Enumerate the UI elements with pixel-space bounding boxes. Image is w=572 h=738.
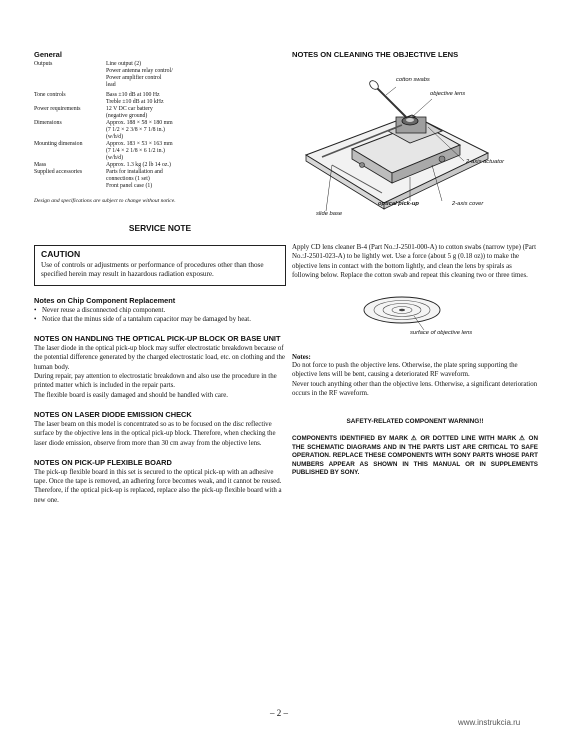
spec-value: Approx. 183 × 53 × 163 mm (7 1/4 × 2 1/8 × 6 1/2 in.) (w/h/d)	[106, 141, 173, 161]
site-watermark[interactable]: www.instrukcia.ru	[458, 718, 521, 727]
caution-title: CAUTION	[41, 249, 81, 259]
spec-change-note: Design and specifications are subject to change without notice.	[34, 198, 176, 204]
general-heading: General	[34, 50, 62, 59]
safety-warning-text: COMPONENTS IDENTIFIED BY MARK ⚠ OR DOTTED LINE WITH MARK ⚠ ON THE SCHEMATIC DIAGRAMS AND IN THE PARTS LIST ARE CRITICAL TO SAFE OPERATION. REPLACE THESE COMPONENTS WITH SONY PARTS WHOSE PART NUMBERS APPEAR AS SHOWN IN THIS MANUAL OR IN SUPPLEMENTS PUBLISHED BY SONY.	[292, 435, 538, 476]
cotton-swabs-label: cotton swabs	[396, 77, 430, 83]
flex-section-title: NOTES ON PICK-UP FLEXIBLE BOARD	[34, 457, 172, 467]
spec-label: Outputs	[34, 61, 53, 67]
list-item	[34, 306, 286, 315]
handling-paragraph: The flexible board is easily damaged and should be handled with care.	[34, 391, 229, 399]
caution-box	[34, 245, 286, 286]
bullet-text: Notice that the minus side of a tantalum capacitor may be damaged by heat.	[42, 315, 251, 323]
spec-value: 12 V DC car battery (negative ground)	[106, 106, 153, 119]
spec-list	[34, 61, 286, 190]
notes-paragraph: Never touch anything other than the objective lens. Otherwise, a significant deterioration occurs in the RF waveform.	[292, 380, 538, 398]
cleaning-instructions: Apply CD lens cleaner B-4 (Part No.:J-2501-000-A) to cotton swabs (narrow type) (Part No.:J-2501-023-A) to be lightly wet. Use a force (about 5 g (0.18 oz)) to make the objective lens in contact with the bottom lightly, and clean the lens by spirals as following below. Replace the cotton swab and repeat this cleaning two or three times.	[292, 244, 536, 279]
spec-value: Bass ±10 dB at 100 Hz Treble ±10 dB at 10 kHz	[106, 92, 164, 105]
notes-title: Notes:	[292, 354, 311, 362]
flex-paragraph: Therefore, if the optical pick-up is replaced, replace also the pick-up flexible board with a new one.	[34, 487, 282, 504]
spec-row	[34, 169, 286, 190]
spec-label: Supplied accessories	[34, 169, 83, 175]
spec-value: Approx. 1.3 kg (2 lb 14 oz.)	[106, 162, 171, 168]
pickup-illustration	[292, 65, 538, 215]
spec-label: Mounting dimension	[34, 141, 83, 147]
service-note-title: SERVICE NOTE	[128, 223, 192, 233]
spec-label: Power requirements	[34, 106, 81, 112]
spec-row	[34, 120, 286, 141]
spec-label: Tone controls	[34, 92, 66, 98]
notes-paragraph: Do not force to push the objective lens. Otherwise, the plate spring supporting the objective lens will be bent, causing a deteriorated RF waveform.	[292, 362, 518, 379]
chip-section-title: Notes on Chip Component Replacement	[34, 295, 176, 305]
bullet-dot: •	[34, 315, 37, 323]
lens-surface-diagram	[292, 292, 538, 342]
handling-paragraph: During repair, pay attention to electrostatic breakdown and also use the procedure in the printed matter which is included in the repair parts.	[34, 373, 277, 390]
bullet-text: Never reuse a disconnected chip component.	[42, 306, 166, 314]
pickup-diagram	[292, 65, 538, 215]
handling-section-title: NOTES ON HANDLING THE OPTICAL PICK-UP BLOCK OR BASE UNIT	[34, 334, 281, 344]
left-column	[34, 50, 286, 505]
pickup-label: optical pick-up	[378, 201, 419, 207]
slide-base-label: slide base	[316, 211, 343, 217]
spec-row	[34, 162, 286, 169]
safety-warning-title: SAFETY-RELATED COMPONENT WARNING!!	[346, 418, 484, 426]
objective-lens-label: objective lens	[430, 91, 466, 97]
caution-text: Use of controls or adjustments or performance of procedures other than those specified herein may result in hazardous radiation exposure.	[41, 261, 264, 279]
laser-section-title: NOTES ON LASER DIODE EMISSION CHECK	[34, 409, 192, 419]
actuator-label: 2-axis actuator	[466, 159, 505, 165]
cover-label: 2-axis cover	[452, 201, 484, 207]
list-item	[34, 315, 286, 324]
flex-paragraph: The pick-up flexible board in this set is secured to the optical pick-up with an adhesive tape. Once the tape is removed, an adhering force becomes weak, and it cannot be reused.	[34, 468, 282, 486]
spec-label: Mass	[34, 162, 47, 168]
laser-paragraph: The laser beam on this model is concentrated so as to be focused on the disc reflective surface by the objective lens in the optical pick-up block. Therefore, when checking the laser diode emission, observe from more than 30 cm away from the objective lens.	[34, 420, 276, 447]
spec-row	[34, 92, 286, 106]
cleaning-section-title: NOTES ON CLEANING THE OBJECTIVE LENS	[292, 50, 459, 59]
bullet-dot: •	[34, 306, 37, 314]
spec-row	[34, 141, 286, 162]
spec-label: Dimensions	[34, 120, 62, 126]
page-number: – 2 –	[270, 708, 288, 718]
spec-value: Approx. 188 × 58 × 180 mm (7 1/2 × 2 3/8 × 7 1/8 in.) (w/h/d)	[106, 120, 173, 140]
spec-row	[34, 61, 286, 89]
spec-row	[34, 106, 286, 120]
handling-paragraph: The laser diode in the optical pick-up block may suffer electrostatic breakdown because of the potential difference generated by the charged electrostatic load, etc. on clothing and the human body.	[34, 345, 285, 371]
lens-surface-label: surface of objective lens	[410, 330, 473, 337]
right-column	[292, 50, 538, 477]
spec-value: Parts for installation and connections (1 set) Front panel case (1)	[106, 169, 163, 189]
spec-value: Line output (2) Power antenna relay control/ Power amplifier control lead	[106, 61, 173, 88]
